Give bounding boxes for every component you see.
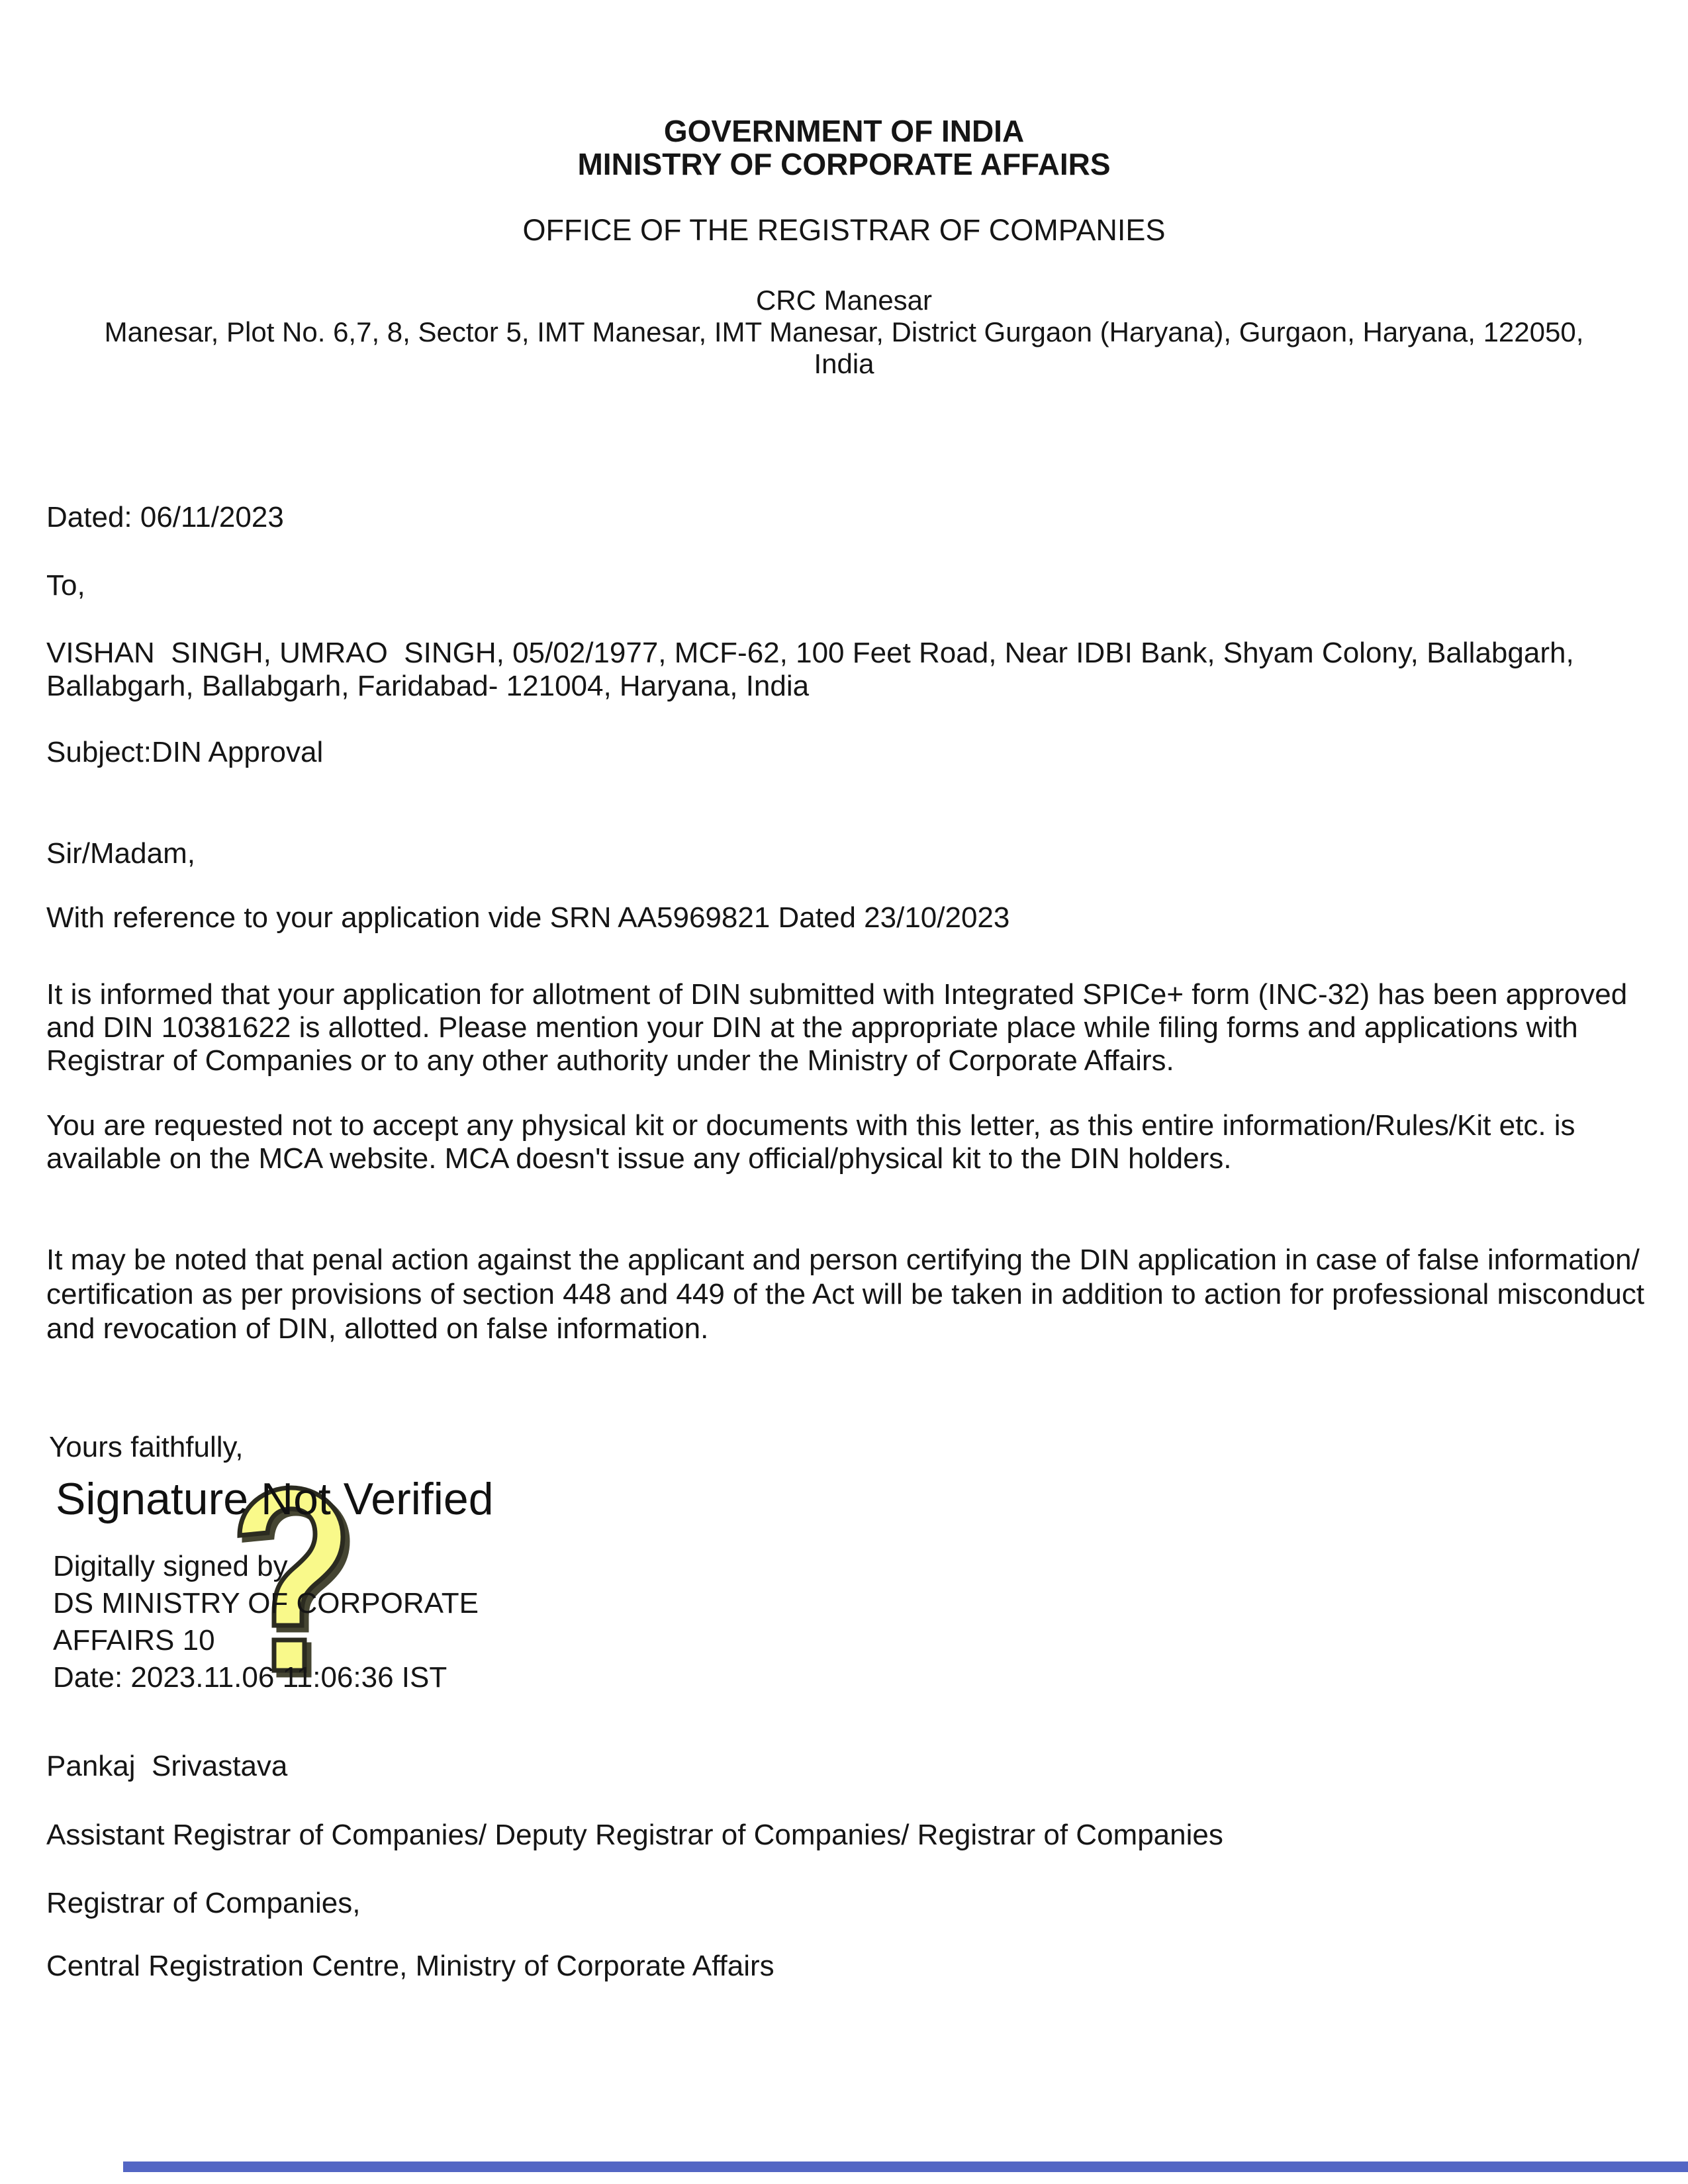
recipient-address: VISHAN SINGH, UMRAO SINGH, 05/02/1977, MCF-62, 100 Feet Road, Near IDBI Bank, Shyam Colony, Ballabgarh, Ballabgarh, Ballabgarh, Faridabad- 121004, Haryana, India [46,637,1582,702]
signatory-office: Registrar of Companies, [46,1887,361,1919]
signer-name-line1: DS MINISTRY OF CORPORATE [53,1587,479,1619]
closing-line: Yours faithfully, [49,1431,244,1463]
ministry-heading: MINISTRY OF CORPORATE AFFAIRS [577,147,1111,181]
government-of-india-heading: GOVERNMENT OF INDIA [663,114,1025,148]
signer-name-line2: AFFAIRS 10 [53,1624,215,1657]
signature-not-verified-text: Signature Not Verified [56,1474,494,1524]
signatory-designation: Assistant Registrar of Companies/ Deputy Registrar of Companies/ Registrar of Companies [46,1819,1223,1851]
digitally-signed-by-line: Digitally signed by [53,1550,288,1582]
signatory-centre: Central Registration Centre, Ministry of Corporate Affairs [46,1950,774,1982]
dated-line: Dated: 06/11/2023 [46,501,284,533]
bottom-accent-bar [123,2161,1688,2172]
signature-date-line: Date: 2023.11.06 11:06:36 IST [53,1661,447,1694]
paragraph-din-approved: It is informed that your application for allotment of DIN submitted with Integrated SPICe+ form (INC-32) has been approved and DIN 10381622 is allotted. Please mention your DIN at the appropriate place while filing forms and applications with Registrar of Companies or to any other authority under the Ministry of Corporate Affairs. [46,978,1636,1077]
letterhead [0,114,1688,181]
digital-signature-details [53,1548,479,1696]
centre-address: Manesar, Plot No. 6,7, 8, Sector 5, IMT Manesar, IMT Manesar, District Gurgaon (Haryana), Gurgaon, Haryana, 122050, [104,316,1584,347]
reference-line: With reference to your application vide SRN AA5969821 Dated 23/10/2023 [46,901,1010,934]
office-of-registrar-line: OFFICE OF THE REGISTRAR OF COMPANIES [522,213,1166,247]
centre-country: India [814,348,874,379]
paragraph-penal-action: It may be noted that penal action against the applicant and person certifying the DIN application in case of false information/ certification as per provisions of section 448 and 449 of the Act will be taken in addition to action for professional misconduct and revocation of DIN, allotted on false information. [46,1244,1653,1345]
greeting-line: Sir/Madam, [46,837,195,870]
issuing-centre-block [0,285,1688,380]
signatory-name: Pankaj Srivastava [46,1750,288,1782]
centre-name: CRC Manesar [755,285,933,316]
subject-line: Subject:DIN Approval [46,736,324,768]
paragraph-no-physical-kit: You are requested not to accept any physical kit or documents with this letter, as this entire information/Rules/Kit etc. is available on the MCA website. MCA doesn't issue any official/physical kit to the DIN holders. [46,1109,1583,1175]
to-label: To, [46,569,85,602]
